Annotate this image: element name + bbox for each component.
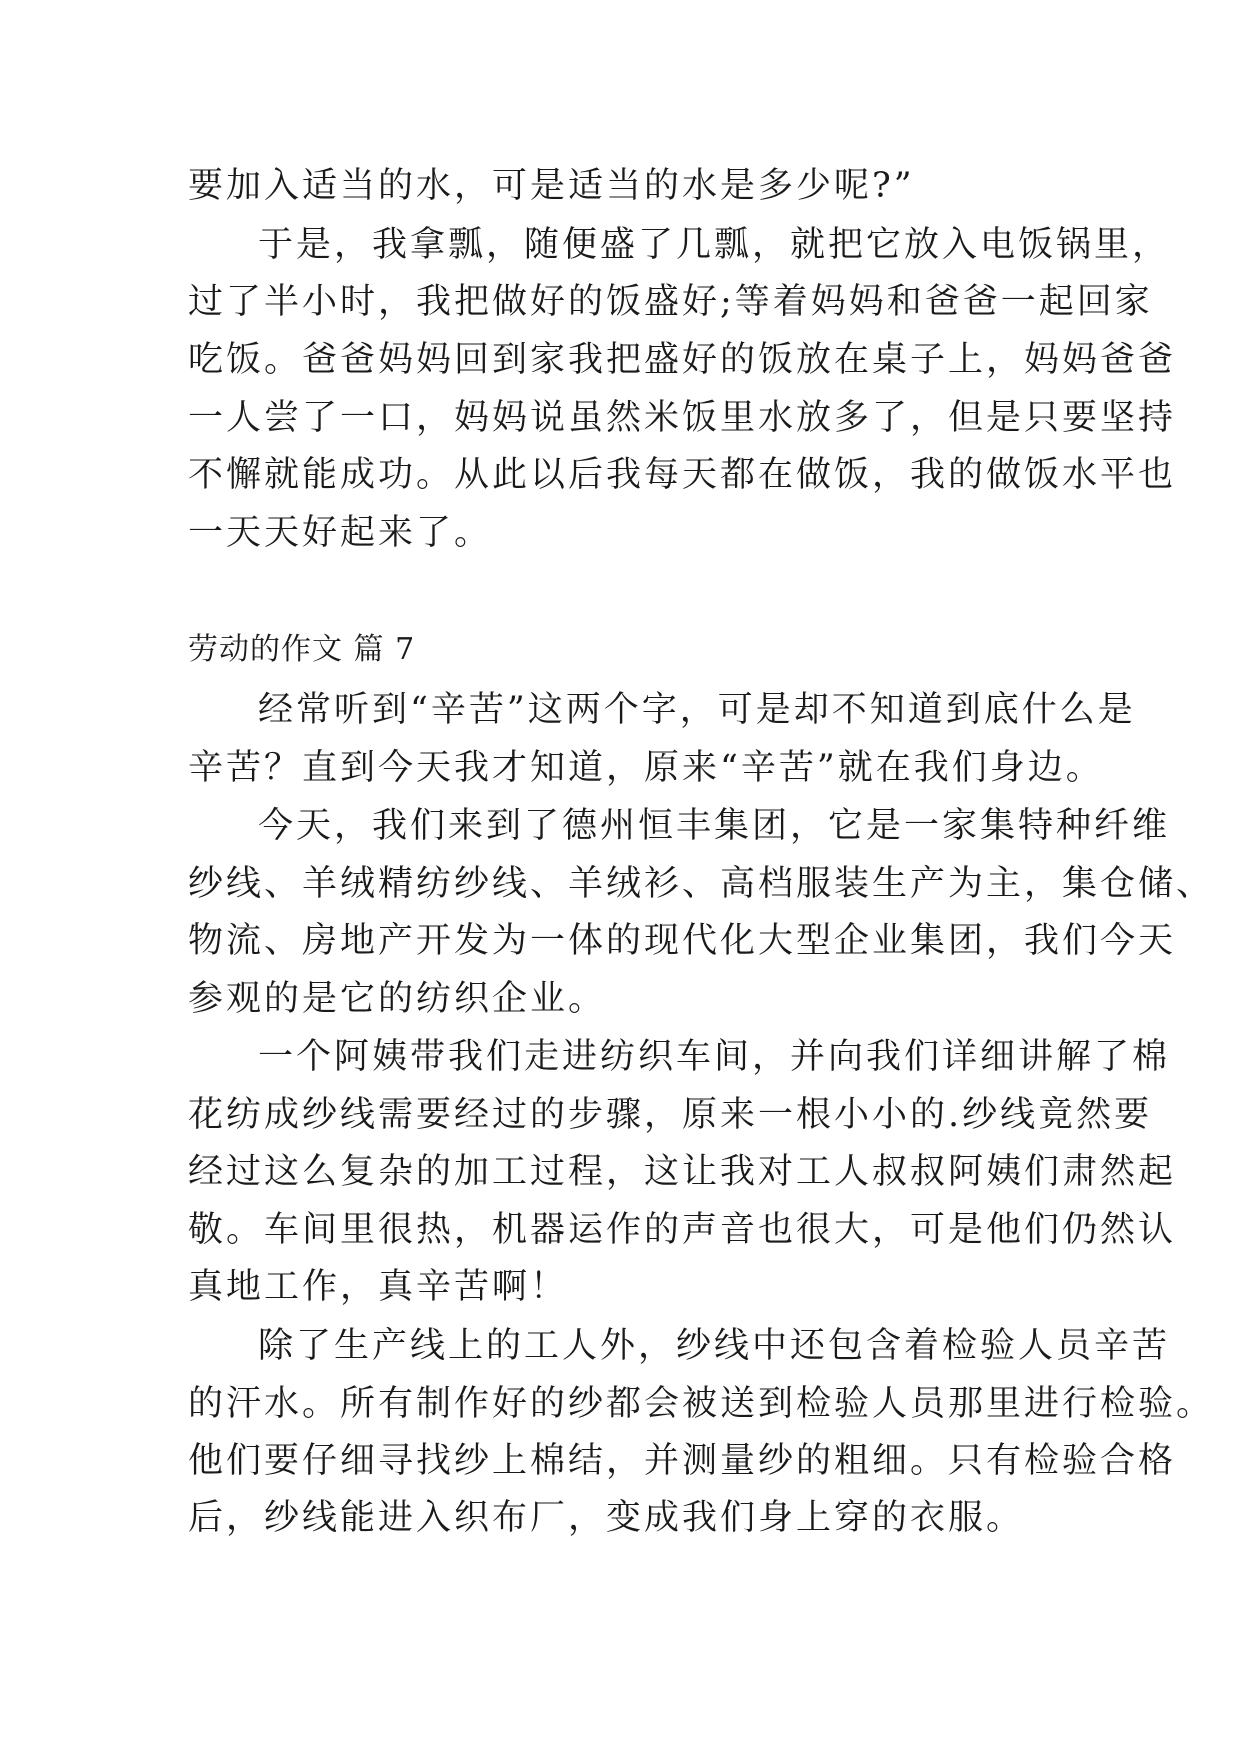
paragraph-line: 他们要仔细寻找纱上棉结，并测量纱的粗细。只有检验合格 [188, 1441, 1177, 1481]
paragraph-line: 真地工作，真辛苦啊！ [188, 1267, 569, 1307]
paragraph-line: 后，纱线能进入织布厂，变成我们身上穿的衣服。 [188, 1498, 1025, 1538]
paragraph-line: 今天，我们来到了德州恒丰集团，它是一家集特种纤维 [258, 806, 1171, 846]
paragraph-line: 经过这么复杂的加工过程，这让我对工人叔叔阿姨们肃然起 [188, 1152, 1177, 1192]
paragraph-line: 不懈就能成功。从此以后我每天都在做饭，我的做饭水平也 [188, 455, 1177, 495]
paragraph-line: 吃饭。爸爸妈妈回到家我把盛好的饭放在桌子上，妈妈爸爸 [188, 340, 1177, 380]
paragraph-line: 要加入适当的水，可是适当的水是多少呢?” [188, 166, 915, 206]
paragraph-line: 经常听到“辛苦”这两个字，可是却不知道到底什么是 [258, 690, 1136, 730]
paragraph-line: 花纺成纱线需要经过的步骤，原来一根小小的.纱线竟然要 [188, 1095, 1153, 1135]
paragraph-line: 过了半小时，我把做好的饭盛好;等着妈妈和爸爸一起回家 [188, 282, 1153, 322]
section-title: 劳动的作文 篇 7 [188, 632, 416, 667]
paragraph-line: 于是，我拿瓢，随便盛了几瓢，就把它放入电饭锅里， [258, 225, 1171, 265]
paragraph-line: 一天天好起来了。 [188, 513, 493, 553]
paragraph-line: 纱线、羊绒精纺纱线、羊绒衫、高档服装生产为主，集仓储、 [188, 864, 1215, 904]
paragraph-line: 物流、房地产开发为一体的现代化大型企业集团，我们今天 [188, 921, 1177, 961]
paragraph-line: 参观的是它的纺织企业。 [188, 979, 607, 1019]
paragraph-line: 除了生产线上的工人外，纱线中还包含着检验人员辛苦 [258, 1326, 1171, 1366]
paragraph-line: 辛苦？直到今天我才知道，原来“辛苦”就在我们身边。 [188, 748, 1104, 788]
paragraph-line: 的汗水。所有制作好的纱都会被送到检验人员那里进行检验。 [188, 1384, 1215, 1424]
paragraph-line: 敬。车间里很热，机器运作的声音也很大，可是他们仍然认 [188, 1210, 1177, 1250]
paragraph-line: 一个阿姨带我们走进纺织车间，并向我们详细讲解了棉 [258, 1037, 1171, 1077]
paragraph-line: 一人尝了一口，妈妈说虽然米饭里水放多了，但是只要坚持 [188, 398, 1177, 438]
